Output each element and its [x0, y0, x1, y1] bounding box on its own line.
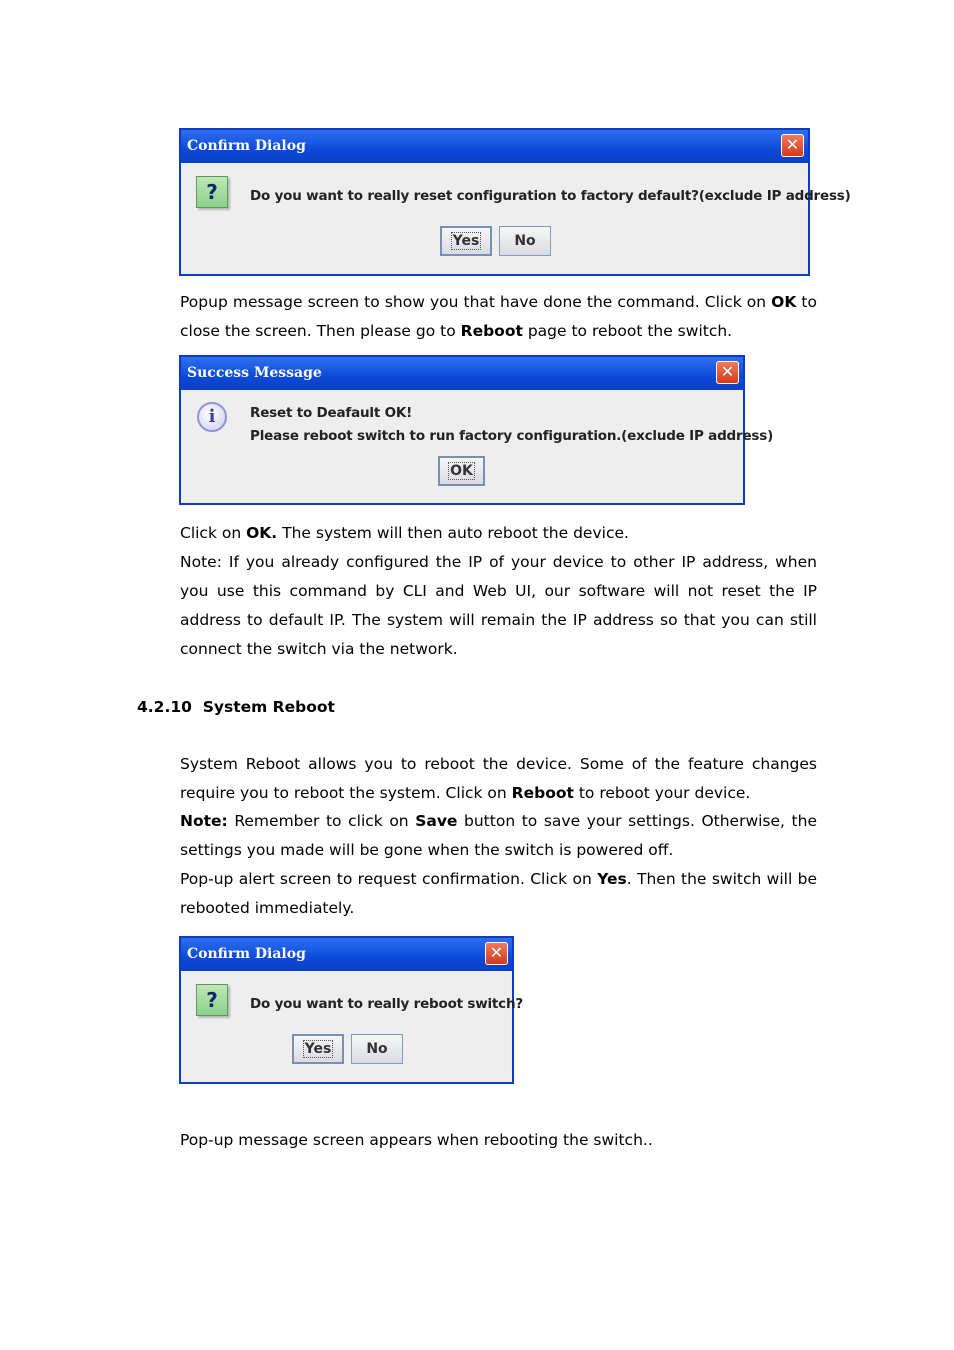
dialog-title: Confirm Dialog	[187, 946, 306, 962]
question-icon: ?	[196, 176, 228, 208]
bold-text: OK.	[246, 524, 278, 542]
close-icon[interactable]: ✕	[781, 134, 804, 157]
ok-button[interactable]	[438, 456, 485, 486]
no-button[interactable]: No	[351, 1034, 403, 1064]
dialog-message: Do you want to really reboot switch?	[250, 996, 524, 1012]
text: button to save your settings. Otherwise, the settings you made will be gone when the switch is powered off.	[180, 812, 817, 859]
reset-confirm-dialog	[179, 128, 851, 276]
paragraph-popup-alert	[180, 865, 817, 923]
paragraph-note: Note: If you already configured the IP of your device to other IP address, when you use this command by CLI and Web UI, our software will not reset the IP address to default IP. The system will remain the IP address so that you can still connect the switch via the network.	[180, 553, 817, 658]
text: page to reboot the switch.	[522, 322, 733, 340]
info-icon: i	[197, 402, 227, 432]
paragraph-popup	[180, 288, 817, 346]
paragraph-reboot	[180, 750, 817, 808]
bold-text: Save	[415, 812, 458, 830]
text: System Reboot allows you to reboot the device. Some of the feature changes require you to reboot the system. Click on	[180, 755, 817, 802]
text: to reboot your device.	[573, 784, 751, 802]
text: The system will then auto reboot the device.	[277, 524, 629, 542]
text: Popup message screen to show you that have done the command. Click on	[180, 293, 772, 311]
text: Pop-up alert screen to request confirmation. Click on	[180, 870, 598, 888]
text: to close the screen. Then please go to	[180, 293, 817, 340]
yes-button[interactable]	[440, 226, 492, 256]
dialog-titlebar	[181, 938, 512, 971]
yes-button-label: Yes	[304, 1041, 332, 1057]
text: . Then the switch will be rebooted immediately.	[180, 870, 817, 917]
close-icon[interactable]: ✕	[716, 361, 739, 384]
bold-text: Note:	[180, 812, 228, 830]
dialog-titlebar	[181, 130, 808, 163]
reboot-confirm-dialog	[179, 936, 524, 1084]
yes-button-label: Yes	[452, 233, 480, 249]
success-line-1: Reset to Deafault OK!	[250, 405, 413, 421]
bold-text: Yes	[597, 870, 627, 888]
question-icon: ?	[196, 984, 228, 1016]
section-heading: 4.2.10 System Reboot	[137, 698, 335, 716]
paragraph-save-note	[180, 807, 817, 865]
success-line-2: Please reboot switch to run factory configuration.(exclude IP address)	[250, 428, 774, 444]
paragraph-last: Pop-up message screen appears when rebooting the switch..	[180, 1131, 653, 1149]
dialog-titlebar	[181, 357, 743, 390]
dialog-title: Success Message	[187, 365, 322, 381]
close-icon[interactable]: ✕	[485, 942, 508, 965]
text: Click on	[180, 524, 247, 542]
paragraph-click-ok	[180, 519, 817, 548]
yes-button[interactable]	[292, 1034, 344, 1064]
dialog-message: Do you want to really reset configuration to factory default?(exclude IP address)	[250, 188, 851, 204]
text: Remember to click on	[227, 812, 416, 830]
success-message-dialog	[179, 355, 774, 505]
no-button[interactable]: No	[499, 226, 551, 256]
bold-text: Reboot	[511, 784, 574, 802]
ok-button-label: OK	[450, 463, 473, 479]
bold-text: Reboot	[460, 322, 523, 340]
bold-text: OK	[771, 293, 797, 311]
dialog-title: Confirm Dialog	[187, 138, 306, 154]
